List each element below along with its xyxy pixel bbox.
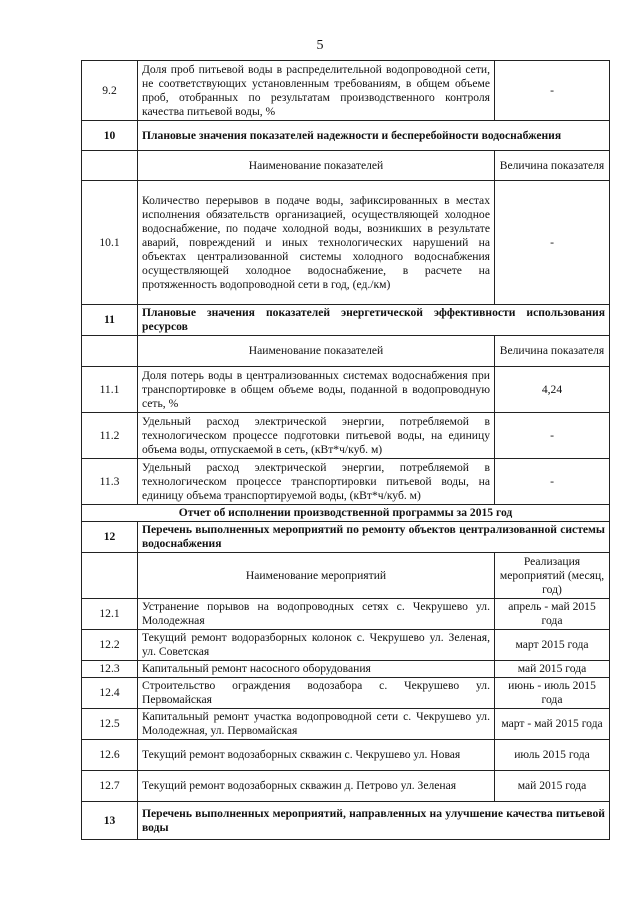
program-table — [81, 60, 610, 840]
activity-date: июнь - июль 2015 года — [495, 678, 610, 709]
row-number: 12.6 — [82, 740, 138, 771]
indicator-name: Удельный расход электрической энергии, потребляемой в технологическом процессе транспортировки питьевой воды, на единицу объема транспортируемой воды, (кВт*ч/куб. м) — [138, 459, 495, 505]
header-row — [82, 151, 610, 181]
indicator-value: - — [495, 181, 610, 305]
section-row — [82, 305, 610, 336]
column-header-value: Реализация мероприятий (месяц, год) — [495, 553, 610, 599]
activity-name: Капитальный ремонт насосного оборудования — [138, 661, 495, 678]
indicator-name: Доля потерь воды в централизованных системах водоснабжения при транспортировке в общем объеме воды, поданной в водопроводную сеть, % — [138, 367, 495, 413]
empty-cell — [82, 151, 138, 181]
section-title: Плановые значения показателей надежности и бесперебойности водоснабжения — [138, 121, 610, 151]
table-row — [82, 630, 610, 661]
section-title: Плановые значения показателей энергетической эффективности использования ресурсов — [138, 305, 610, 336]
activity-name: Устранение порывов на водопроводных сетях с. Чекрушево ул. Молодежная — [138, 599, 495, 630]
header-row — [82, 336, 610, 367]
table-row — [82, 181, 610, 305]
activity-name: Капитальный ремонт участка водопроводной сети с. Чекрушево ул. Молодежная, ул. Первомайская — [138, 709, 495, 740]
section-number: 12 — [82, 522, 138, 553]
row-number: 11.3 — [82, 459, 138, 505]
activity-date: апрель - май 2015 года — [495, 599, 610, 630]
row-number: 12.3 — [82, 661, 138, 678]
row-number: 12.2 — [82, 630, 138, 661]
column-header-value: Величина показателя — [495, 151, 610, 181]
row-number: 11.1 — [82, 367, 138, 413]
activity-name: Строительство ограждения водозабора с. Чекрушево ул. Первомайская — [138, 678, 495, 709]
header-row — [82, 553, 610, 599]
table-row — [82, 661, 610, 678]
row-number: 9.2 — [82, 61, 138, 121]
report-banner: Отчет об исполнении производственной программы за 2015 год — [82, 505, 610, 522]
activity-date: июль 2015 года — [495, 740, 610, 771]
activity-name: Текущий ремонт водозаборных скважин с. Чекрушево ул. Новая — [138, 740, 495, 771]
table-row — [82, 413, 610, 459]
indicator-value: - — [495, 413, 610, 459]
row-number: 12.5 — [82, 709, 138, 740]
section-title: Перечень выполненных мероприятий, направленных на улучшение качества питьевой воды — [138, 802, 610, 840]
table-row — [82, 740, 610, 771]
activity-date: март - май 2015 года — [495, 709, 610, 740]
table-row — [82, 61, 610, 121]
activity-name: Текущий ремонт водоразборных колонок с. Чекрушево ул. Зеленая, ул. Советская — [138, 630, 495, 661]
empty-cell — [82, 553, 138, 599]
indicator-name: Удельный расход электрической энергии, потребляемой в технологическом процессе подготовки питьевой воды, на единицу объема воды, отпускаемой в сеть, (кВт*ч/куб. м) — [138, 413, 495, 459]
column-header-name: Наименование мероприятий — [138, 553, 495, 599]
column-header-value: Величина показателя — [495, 336, 610, 367]
indicator-value: - — [495, 61, 610, 121]
activity-date: май 2015 года — [495, 661, 610, 678]
section-row — [82, 522, 610, 553]
row-number: 12.1 — [82, 599, 138, 630]
section-row — [82, 802, 610, 840]
row-number: 12.4 — [82, 678, 138, 709]
activity-date: март 2015 года — [495, 630, 610, 661]
indicator-value: - — [495, 459, 610, 505]
row-number: 12.7 — [82, 771, 138, 802]
table-row — [82, 709, 610, 740]
column-header-name: Наименование показателей — [138, 151, 495, 181]
section-number: 13 — [82, 802, 138, 840]
banner-row — [82, 505, 610, 522]
indicator-name: Доля проб питьевой воды в распределительной водопроводной сети, не соответствующих установленным требованиям, в общем объеме проб, отобранных по результатам производственного контроля качества питьевой воды, % — [138, 61, 495, 121]
table-row — [82, 678, 610, 709]
activity-name: Текущий ремонт водозаборных скважин д. Петрово ул. Зеленая — [138, 771, 495, 802]
table-row — [82, 367, 610, 413]
row-number: 11.2 — [82, 413, 138, 459]
table-row — [82, 599, 610, 630]
table-row — [82, 771, 610, 802]
empty-cell — [82, 336, 138, 367]
table-row — [82, 459, 610, 505]
column-header-name: Наименование показателей — [138, 336, 495, 367]
activity-date: май 2015 года — [495, 771, 610, 802]
page-number: 5 — [316, 38, 324, 53]
row-number: 10.1 — [82, 181, 138, 305]
indicator-name: Количество перерывов в подаче воды, зафиксированных в местах исполнения обязательств организацией, осуществляющей холодное водоснабжение, по подаче холодной воды, возникших в результате аварий, повреждений и иных технологических нарушений на объектах централизованной системы холодного водоснабжения осуществляющей холодное водоснабжение, в расчете на протяженность водопроводной сети в год, (ед./км) — [138, 181, 495, 305]
section-number: 11 — [82, 305, 138, 336]
section-title: Перечень выполненных мероприятий по ремонту объектов централизованной системы водоснабжения — [138, 522, 610, 553]
section-row — [82, 121, 610, 151]
indicator-value: 4,24 — [495, 367, 610, 413]
section-number: 10 — [82, 121, 138, 151]
